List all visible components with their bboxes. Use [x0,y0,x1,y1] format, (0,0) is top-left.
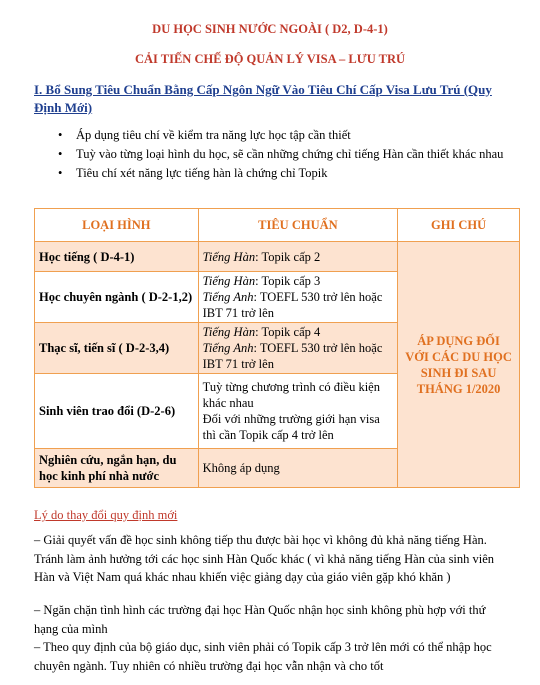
section-heading: I. Bổ Sung Tiêu Chuẩn Bằng Cấp Ngôn Ngữ Vào Tiêu Chí Cấp Visa Lưu Trú (Quy Định Mới) [34,82,492,115]
list-item: • Tiêu chí xét năng lực tiếng hàn là chứng chỉ Topik [58,165,508,182]
note-cell: ÁP DỤNG ĐỐI VỚI CÁC DU HỌC SINH ĐI SAU THÁNG 1/2020 [398,242,520,488]
type-cell: Thạc sĩ, tiến sĩ ( D-2-3,4) [35,323,199,374]
column-header-note: GHI CHÚ [398,209,520,242]
document-title: DU HỌC SINH NƯỚC NGOÀI ( D2, D-4-1) [152,22,388,36]
standard-cell: Tuỳ từng chương trình có điều kiện khác nhau Đối với những trường giới hạn visa thì cần Topik cấp 4 trở lên [198,374,398,449]
type-cell: Sinh viên trao đổi (D-2-6) [35,374,199,449]
list-item: • Tuỳ vào từng loại hình du học, sẽ cần những chứng chỉ tiếng Hàn cần thiết khác nhau [58,146,508,163]
standard-cell: Không áp dụng [198,449,398,488]
criteria-list [58,127,508,184]
table-header-row [35,209,520,242]
reason-item: – Theo quy định của bộ giáo dục, sinh viên phải có Topik cấp 3 trở lên mới có thể nhập học chuyên ngành. Tuy nhiên có nhiều trường đại học vẫn nhận và cho tốt [34,640,492,673]
standard-cell: Tiếng Hàn: Topik cấp 4 Tiếng Anh: TOEFL 530 trở lên hoặc IBT 71 trở lên [198,323,398,374]
type-cell: Nghiên cứu, ngắn hạn, du học kinh phí nhà nước [35,449,199,488]
column-header-type: LOẠI HÌNH [35,209,199,242]
reasons-heading: Lý do thay đổi quy định mới [34,508,178,522]
reason-item: – Ngăn chặn tình hình các trường đại học Hàn Quốc nhận học sinh không phù hợp với thứ hạng của mình [34,603,486,636]
type-cell: Học chuyên ngành ( D-2-1,2) [35,272,199,323]
visa-criteria-table [34,208,520,488]
reason-item: – Giải quyết vấn đề học sinh không tiếp thu được bài học vì không đủ khả năng tiếng Hàn. Tránh làm ảnh hưởng tới các học sinh Hàn Quốc khác ( vì khả năng tiếng Hàn của sinh viên Hàn và Việt Nam quá khác nhau khiến việc giảng dạy của giáo viên gặp khó khăn ) [34,533,495,584]
type-cell: Học tiếng ( D-4-1) [35,242,199,272]
table-row [35,242,520,272]
list-item: • Áp dụng tiêu chí về kiểm tra năng lực học tập cần thiết [58,127,508,144]
standard-cell: Tiếng Hàn: Topik cấp 3 Tiếng Anh: TOEFL 530 trở lên hoặc IBT 71 trở lên [198,272,398,323]
column-header-standard: TIÊU CHUẨN [198,209,398,242]
standard-cell: Tiếng Hàn: Topik cấp 2 [198,242,398,272]
document-subtitle: CẢI TIẾN CHẾ ĐỘ QUẢN LÝ VISA – LƯU TRÚ [134,52,406,66]
